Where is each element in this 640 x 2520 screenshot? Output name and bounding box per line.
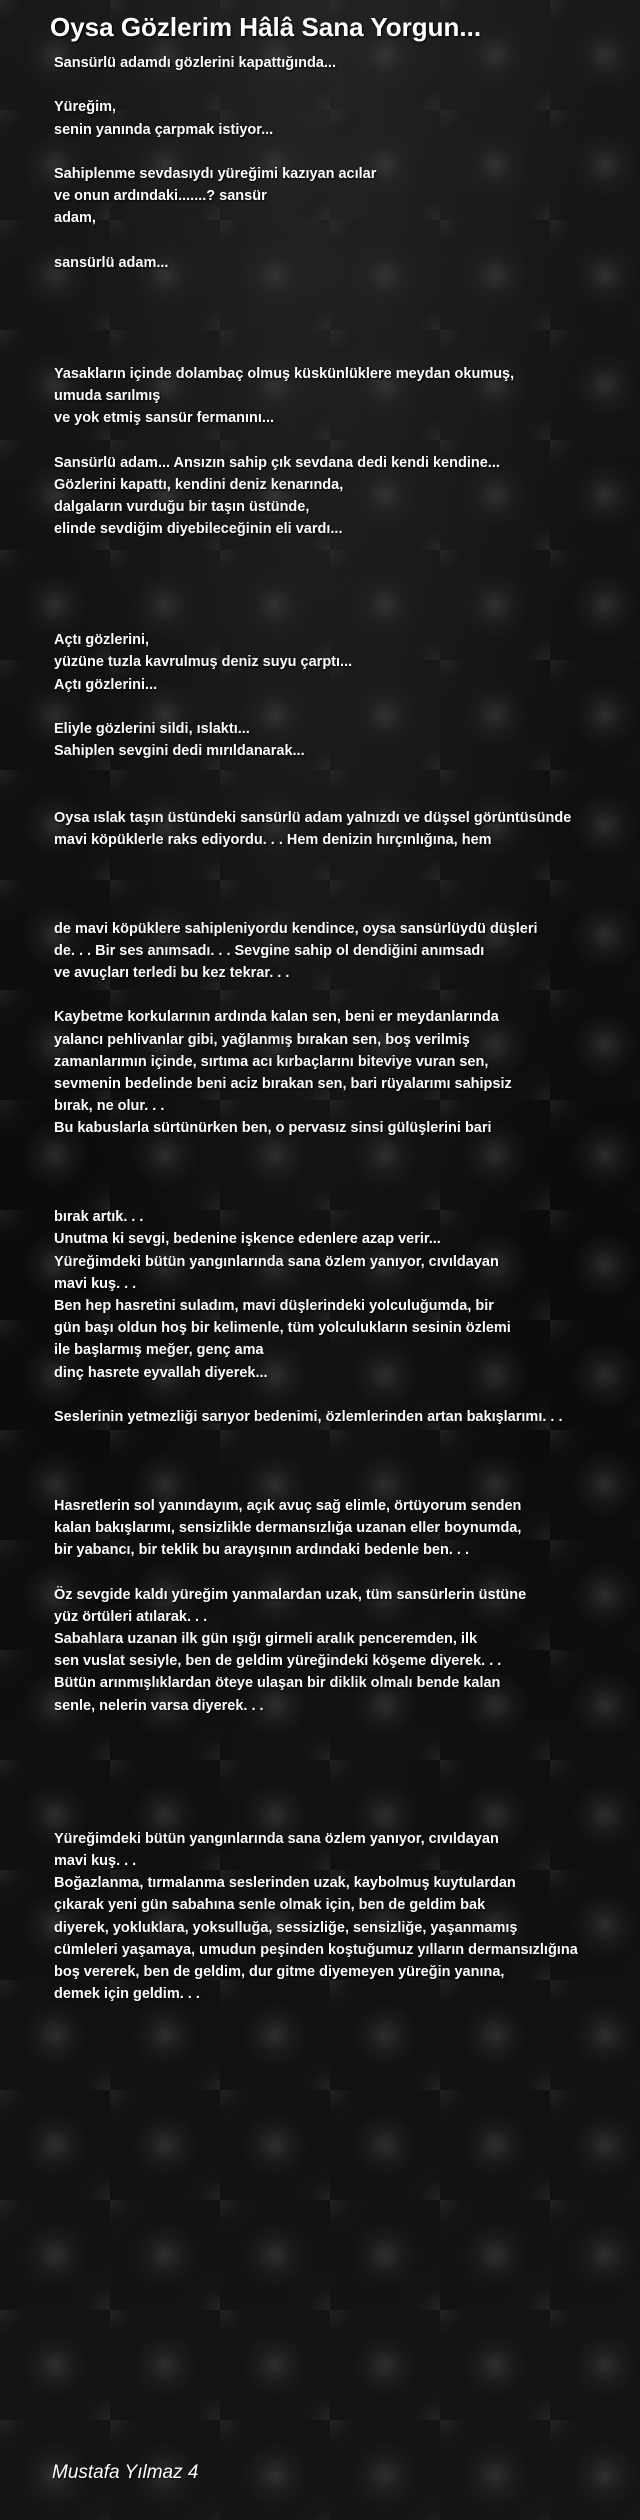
poem-line: elinde sevdiğim diyebileceğinin eli vardı... xyxy=(54,521,343,538)
poem-line: Boğazlanma, tırmalanma seslerinden uzak, kaybolmuş kuytulardan xyxy=(54,1875,516,1892)
poem-blank-line xyxy=(54,429,640,451)
poem-blank-line xyxy=(54,784,640,806)
poem-line: yüzüne tuzla kavrulmuş deniz suyu çarptı... xyxy=(54,654,353,671)
poem-line: Yüreğimdeki bütün yangınlarında sana özlem yanıyor, cıvıldayan xyxy=(54,1253,499,1270)
poem-line: adam, xyxy=(54,210,96,227)
poem-blank-line xyxy=(54,1384,640,1406)
poem-line: sevmenin bedelinde beni aciz bırakan sen, bari rüyalarımı sahipsiz xyxy=(54,1076,512,1093)
poem-blank-line xyxy=(54,1184,640,1206)
poem-line: bırak, ne olur. . . xyxy=(54,1098,165,1115)
poem-line: Seslerinin yetmezliği sarıyor bedenimi, özlemlerinden artan bakışlarımı. . . xyxy=(54,1409,563,1426)
poem-line: sen vuslat sesiyle, ben de geldim yüreğindeki köşeme diyerek. . . xyxy=(54,1653,502,1670)
poem-blank-line xyxy=(54,1717,640,1739)
poem-blank-line xyxy=(54,1806,640,1828)
poem-line: Sansürlü adamdı gözlerini kapattığında... xyxy=(54,55,336,71)
poem-blank-line xyxy=(54,762,640,784)
poem-line: de. . . Bir ses anımsadı. . . Sevgine sahip ol dendiğini anımsadı xyxy=(54,942,485,959)
poem-blank-line xyxy=(54,1140,640,1162)
poem-blank-line xyxy=(54,851,640,873)
poem-line: yalancı pehlivanlar gibi, yağlanmış bırakan sen, boş verilmiş xyxy=(54,1031,470,1048)
poem-body xyxy=(54,52,640,2005)
poem-line: Sahiplen sevgini dedi mırıldanarak... xyxy=(54,743,305,760)
poem-line: Bütün arınmışlıklardan öteye ulaşan bir diklik olmalı bende kalan xyxy=(54,1675,501,1692)
poem-line: ve yok etmiş sansür fermanını... xyxy=(54,410,275,427)
poem-line: ve onun ardındaki.......? sansür xyxy=(54,188,267,205)
poem-blank-line xyxy=(54,585,640,607)
poem-blank-line xyxy=(54,1428,640,1450)
poem-line: sansürlü adam... xyxy=(54,254,169,271)
poem-line: dinç hasrete eyvallah diyerek... xyxy=(54,1364,268,1381)
poem-blank-line xyxy=(54,1162,640,1184)
poem-blank-line xyxy=(54,1739,640,1761)
poem-line: Unutma ki sevgi, bedenine işkence edenlere azap verir... xyxy=(54,1231,441,1248)
poem-line: mavi kuş. . . xyxy=(54,1852,137,1869)
poem-line: Sabahlara uzanan ilk gün ışığı girmeli aralık penceremden, ilk xyxy=(54,1631,478,1647)
poem-blank-line xyxy=(54,318,640,340)
poem-line: boş vererek, ben de geldim, dur gitme diyemeyen yüreğin yanına, xyxy=(54,1963,505,1980)
poem-line: Öz sevgide kaldı yüreğim yanmalardan uzak, tüm sansürlerin üstüne xyxy=(54,1586,527,1603)
poem-line: Gözlerini kapattı, kendini deniz kenarında, xyxy=(54,476,344,493)
poem-line: de mavi köpüklere sahipleniyordu kendince, oysa sansürlüydü düşleri xyxy=(54,920,538,937)
poem-line: demek için geldim. . . xyxy=(54,1986,200,2003)
poem-line: Yüreğim, xyxy=(54,99,117,116)
poem-blank-line xyxy=(54,1561,640,1583)
poem-line: senle, nelerin varsa diyerek. . . xyxy=(54,1697,264,1714)
poem-line: ve avuçları terledi bu kez tekrar. . . xyxy=(54,965,290,982)
poem-blank-line xyxy=(54,607,640,629)
poem-line: Bu kabuslarla sürtünürken ben, o pervasız sinsi gülüşlerini bari xyxy=(54,1120,492,1137)
poem-blank-line xyxy=(54,895,640,917)
poem-blank-line xyxy=(54,74,640,96)
poem-line: çıkarak yeni gün sabahına senle olmak için, ben de geldim bak xyxy=(54,1897,486,1914)
poem-blank-line xyxy=(54,1473,640,1495)
poem-line: cümleleri yaşamaya, umudun peşinden koştuğumuz yılların dermansızlığına xyxy=(54,1941,578,1958)
poem-line: Açtı gözlerini... xyxy=(54,676,158,693)
poem-line: zamanlarımın içinde, sırtıma acı kırbaçlarını biteviye vuran sen, xyxy=(54,1053,489,1070)
poem-blank-line xyxy=(54,296,640,318)
poem-line: diyerek, yokluklara, yoksulluğa, sessizliğe, sensizliğe, yaşanmamış xyxy=(54,1919,518,1936)
poem-line: mavi kuş. . . xyxy=(54,1275,137,1292)
poem-line: umuda sarılmış xyxy=(54,387,161,404)
poem-line: Sahiplenme sevdasıydı yüreğimi kazıyan acılar xyxy=(54,165,377,182)
poem-line: gün başı oldun hoş bir kelimenle, tüm yolculukların sesinin özlemi xyxy=(54,1320,511,1337)
poem-line: Yasakların içinde dolambaç olmuş küskünlüklere meydan okumuş, xyxy=(54,365,515,382)
poem-line: senin yanında çarpmak istiyor... xyxy=(54,121,274,138)
poem-line: Açtı gözlerini, xyxy=(54,632,150,649)
poem-line: mavi köpüklerle raks ediyordu. . . Hem denizin hırçınlığına, hem xyxy=(54,831,492,848)
poem-title: Oysa Gözlerim Hâlâ Sana Yorgun... xyxy=(50,12,482,42)
poem-line: ile başlarmış meğer, genç ama xyxy=(54,1342,264,1359)
poem-blank-line xyxy=(54,873,640,895)
poem-blank-line xyxy=(54,341,640,363)
poem-blank-line xyxy=(54,230,640,252)
poem-blank-line xyxy=(54,696,640,718)
poem-line: yüz örtüleri atılarak. . . xyxy=(54,1608,208,1625)
poem-blank-line xyxy=(54,1761,640,1783)
poem-blank-line xyxy=(54,984,640,1006)
poem-blank-line xyxy=(54,563,640,585)
poem-line: Yüreğimdeki bütün yangınlarında sana özlem yanıyor, cıvıldayan xyxy=(54,1830,499,1847)
poem-blank-line xyxy=(54,1783,640,1805)
poem-line: bırak artık. . . xyxy=(54,1209,144,1226)
poem-line: Sansürlü adam... Ansızın sahip çık sevdana dedi kendi kendine... xyxy=(54,454,500,471)
poem-line: Oysa ıslak taşın üstündeki sansürlü adam yalnızdı ve düşsel görüntüsünde xyxy=(54,809,572,826)
poem-blank-line xyxy=(54,141,640,163)
poem-line: kalan bakışlarımı, sensizlikle dermansızlığa uzanan eller boynumda, xyxy=(54,1520,522,1536)
poem-blank-line xyxy=(54,1450,640,1472)
poem-blank-line xyxy=(54,540,640,562)
poem-line: Hasretlerin sol yanındayım, açık avuç sağ elimle, örtüyorum senden xyxy=(54,1497,522,1514)
poem-line: dalgaların vurduğu bir taşın üstünde, xyxy=(54,498,310,515)
author-signature: Mustafa Yılmaz 4 xyxy=(52,2462,199,2483)
poem-line: bir yabancı, bir teklik bu arayışının ardındaki bedenle ben. . . xyxy=(54,1542,469,1559)
poem-line: Eliyle gözlerini sildi, ıslaktı... xyxy=(54,720,250,737)
poem-line: Kaybetme korkularının ardında kalan sen, beni er meydanlarında xyxy=(54,1009,499,1026)
poem-line: Ben hep hasretini suladım, mavi düşlerindeki yolculuğumda, bir xyxy=(54,1298,494,1315)
poem-blank-line xyxy=(54,274,640,296)
